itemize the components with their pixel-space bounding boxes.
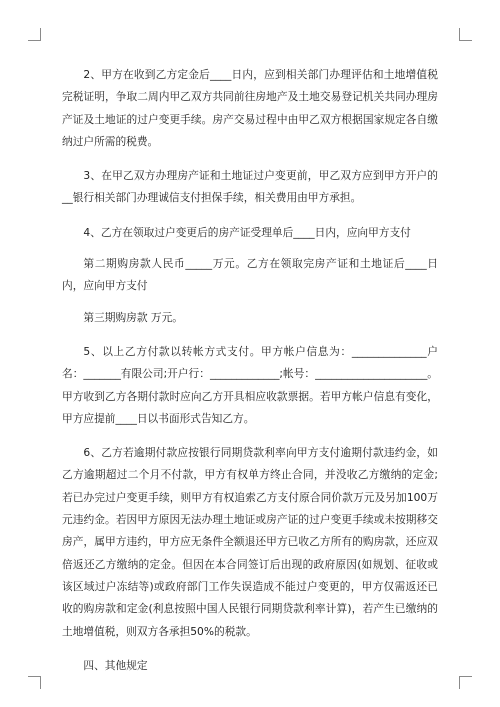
document-body <box>62 64 438 689</box>
page-corner-mark-top-right <box>459 28 472 41</box>
clause-4-paragraph: 4、乙方在领取过户变更后的房产证受理单后____日内，应向甲方支付 <box>83 225 411 239</box>
second-payment-paragraph: 第二期购房款人民币_____万元。乙方在领取完房产证和土地证后____日内，应向甲方支付 <box>62 257 438 293</box>
clause-2-paragraph: 2、甲方在收到乙方定金后____日内，应到相关部门办理评估和土地增值税完税证明，争取二周内甲乙双方共同前往房地产及土地交易登记机关共同办理房产证及土地证的过户变更手续。房产交易过程中由甲乙双方根据国家规定各自缴纳过户所需的税费。 <box>62 68 438 148</box>
section-4-heading: 四、其他规定 <box>83 658 148 672</box>
clause-6-paragraph: 6、乙方若逾期付款应按银行同期贷款利率向甲方支付逾期付款违约金，如乙方逾期超过二个月不付款，甲方有权单方终止合同，并没收乙方缴纳的定金;若已办完过户变更手续，则甲方有权追索乙方支付原合同价款万元及另加100万元违约金。若因甲方原因无法办理土地证或房产证的过户变更手续或未按期移交房产，属甲方违约，甲方应无条件全额退还甲方已收乙方所有的购房款，还应双倍返还乙方缴纳的定金。但因在本合同签订后出现的政府原因(如规划、征收或该区域过户冻结等)或政府部门工作失误造成不能过户变更的，甲方仅需返还已收的购房款和定金(利息按照中国人民银行同期贷款利率计算)，若产生已缴纳的土地增值税，则双方各承担50%的税款。 <box>62 446 438 638</box>
clause-3-paragraph: 3、在甲乙双方办理房产证和土地证过户变更前，甲乙双方应到甲方开户的__银行相关部门办理诚信支付担保手续，相关费用由甲方承担。 <box>62 169 438 205</box>
page-corner-mark-bottom-left <box>28 676 41 689</box>
page-corner-mark-bottom-right <box>459 676 472 689</box>
page-corner-mark-top-left <box>28 28 41 41</box>
third-payment-paragraph: 第三期购房款 万元。 <box>83 310 183 324</box>
clause-5-paragraph: 5、以上乙方付款以转帐方式支付。甲方帐户信息为：______________户名：_______有限公司;开户行：_____________;帐号：_____________________。甲方收到乙方各期付款时应向乙方开具相应收款票据。若甲方帐户信息有变化，甲方应提前____日以书面形式告知乙方。 <box>62 344 438 425</box>
